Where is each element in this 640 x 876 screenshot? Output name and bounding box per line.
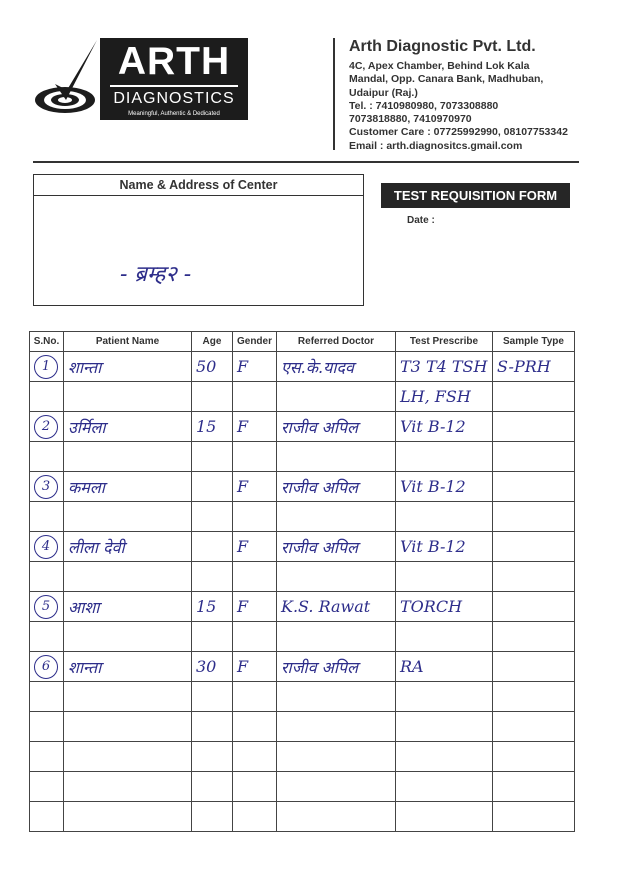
cell-sno [30, 772, 64, 802]
address-line: 4C, Apex Chamber, Behind Lok Kala [349, 60, 530, 72]
cell-age [192, 442, 233, 472]
cell-sample-type [493, 682, 575, 712]
table-row [30, 472, 575, 502]
col-header-test-prescribe: Test Prescribe [396, 332, 493, 352]
cell-sample-type [493, 382, 575, 412]
cell-referred-doctor: राजीव अपिल [277, 472, 396, 502]
table-row [30, 382, 575, 412]
header-horizontal-divider [33, 161, 579, 163]
cell-patient-name [64, 622, 192, 652]
table-row [30, 772, 575, 802]
cell-test-prescribe [396, 562, 493, 592]
col-header-sample-type: Sample Type [493, 332, 575, 352]
cell-age [192, 622, 233, 652]
center-handwritten-name: - ब्रम्ह२ - [120, 262, 192, 287]
cell-patient-name [64, 382, 192, 412]
cell-patient-name [64, 772, 192, 802]
table-row [30, 592, 575, 622]
cell-test-prescribe: LH, FSH [396, 382, 493, 412]
patient-table [29, 331, 575, 832]
cell-sample-type [493, 742, 575, 772]
cell-test-prescribe: TORCH [396, 592, 493, 622]
cell-age: 50 [192, 352, 233, 382]
cell-gender [233, 382, 277, 412]
col-header-referred-doctor: Referred Doctor [277, 332, 396, 352]
table-row [30, 742, 575, 772]
cell-gender: F [233, 412, 277, 442]
cell-age [192, 682, 233, 712]
cell-sno: 4 [30, 532, 64, 562]
cell-sno [30, 802, 64, 832]
cell-referred-doctor [277, 382, 396, 412]
address-line: Tel. : 7410980980, 7073308880 [349, 99, 499, 112]
cell-referred-doctor [277, 442, 396, 472]
cell-gender [233, 802, 277, 832]
cell-referred-doctor [277, 772, 396, 802]
cell-patient-name: लीला देवी [64, 532, 192, 562]
cell-test-prescribe [396, 712, 493, 742]
cell-sno [30, 682, 64, 712]
cell-sample-type [493, 532, 575, 562]
cell-sample-type [493, 502, 575, 532]
cell-age [192, 502, 233, 532]
cell-sno: 6 [30, 652, 64, 682]
cell-patient-name: उर्मिला [64, 412, 192, 442]
cell-referred-doctor [277, 622, 396, 652]
center-address-box [33, 174, 364, 306]
cell-referred-doctor: राजीव अपिल [277, 412, 396, 442]
cell-gender [233, 682, 277, 712]
cell-referred-doctor [277, 502, 396, 532]
cell-gender: F [233, 652, 277, 682]
table-row [30, 562, 575, 592]
cell-test-prescribe [396, 622, 493, 652]
cell-gender: F [233, 532, 277, 562]
cell-patient-name [64, 802, 192, 832]
cell-sample-type [493, 712, 575, 742]
cell-test-prescribe: RA [396, 652, 493, 682]
brand-logo [100, 38, 248, 120]
cell-patient-name [64, 442, 192, 472]
cell-sample-type [493, 622, 575, 652]
table-row [30, 502, 575, 532]
cell-test-prescribe: Vit B-12 [396, 472, 493, 502]
center-box-header: Name & Address of Center [34, 175, 363, 196]
cell-sno [30, 562, 64, 592]
table-row [30, 652, 575, 682]
cell-test-prescribe [396, 802, 493, 832]
address-line: Email : arth.diagnositcs.gmail.com [349, 139, 523, 152]
cell-referred-doctor [277, 742, 396, 772]
cell-sno [30, 382, 64, 412]
cell-age [192, 382, 233, 412]
col-header-sno: S.No. [30, 332, 64, 352]
cell-referred-doctor: K.S. Rawat [277, 592, 396, 622]
table-row [30, 682, 575, 712]
table-row [30, 802, 575, 832]
cell-test-prescribe [396, 742, 493, 772]
cell-test-prescribe [396, 772, 493, 802]
cell-sno [30, 622, 64, 652]
cell-age: 15 [192, 412, 233, 442]
cell-referred-doctor: राजीव अपिल [277, 652, 396, 682]
cell-gender [233, 772, 277, 802]
cell-referred-doctor [277, 562, 396, 592]
table-header-row [30, 332, 575, 352]
cell-test-prescribe: Vit B-12 [396, 532, 493, 562]
logo-word-diagnostics: DIAGNOSTICS [113, 90, 235, 107]
logo-tagline: Meaningful, Authentic & Dedicated [128, 111, 220, 117]
cell-age [192, 532, 233, 562]
cell-gender: F [233, 472, 277, 502]
logo-word-arth: ARTH [117, 40, 231, 83]
cell-referred-doctor [277, 712, 396, 742]
cell-test-prescribe [396, 502, 493, 532]
cell-age [192, 472, 233, 502]
col-header-gender: Gender [233, 332, 277, 352]
date-label: Date : [407, 215, 435, 226]
cell-sno [30, 502, 64, 532]
cell-referred-doctor [277, 682, 396, 712]
cell-sample-type [493, 442, 575, 472]
col-header-patient-name: Patient Name [64, 332, 192, 352]
header-vertical-divider [333, 38, 335, 150]
cell-patient-name: कमला [64, 472, 192, 502]
cell-test-prescribe [396, 442, 493, 472]
table-row [30, 712, 575, 742]
cell-age [192, 712, 233, 742]
cell-gender: F [233, 352, 277, 382]
cell-patient-name [64, 502, 192, 532]
address-line: 7073818880, 7410970970 [349, 113, 472, 126]
cell-gender [233, 622, 277, 652]
cell-age [192, 562, 233, 592]
cell-gender [233, 562, 277, 592]
cell-patient-name: शान्ता [64, 652, 192, 682]
cell-test-prescribe: T3 T4 TSH [396, 352, 493, 382]
cell-patient-name [64, 682, 192, 712]
address-line: Mandal, Opp. Canara Bank, Madhuban, [349, 73, 544, 86]
cell-sno [30, 712, 64, 742]
form-title: TEST REQUISITION FORM [381, 183, 570, 208]
cell-gender [233, 742, 277, 772]
cell-sample-type: S-PRH [493, 352, 575, 382]
address-line: Udaipur (Raj.) [349, 86, 418, 99]
company-name: Arth Diagnostic Pvt. Ltd. [349, 38, 536, 55]
cell-patient-name: आशा [64, 592, 192, 622]
cell-patient-name: शान्ता [64, 352, 192, 382]
cell-referred-doctor [277, 802, 396, 832]
cell-sample-type [493, 652, 575, 682]
cell-referred-doctor: एस.के.यादव [277, 352, 396, 382]
cell-patient-name [64, 562, 192, 592]
cell-age [192, 772, 233, 802]
cell-gender [233, 502, 277, 532]
cell-sno: 1 [30, 352, 64, 382]
cell-sample-type [493, 562, 575, 592]
address-line: Customer Care : 07725992990, 08107753342 [349, 126, 568, 139]
cell-age: 15 [192, 592, 233, 622]
cell-gender [233, 442, 277, 472]
table-row [30, 622, 575, 652]
cell-sno: 3 [30, 472, 64, 502]
table-row [30, 352, 575, 382]
cell-age [192, 802, 233, 832]
logo-divider [110, 85, 238, 87]
cell-age: 30 [192, 652, 233, 682]
col-header-age: Age [192, 332, 233, 352]
cell-gender: F [233, 592, 277, 622]
cell-age [192, 742, 233, 772]
cell-patient-name [64, 712, 192, 742]
cell-sample-type [493, 772, 575, 802]
cell-patient-name [64, 742, 192, 772]
cell-sample-type [493, 802, 575, 832]
table-row [30, 532, 575, 562]
table-row [30, 412, 575, 442]
cell-sno: 5 [30, 592, 64, 622]
table-row [30, 442, 575, 472]
cell-test-prescribe: Vit B-12 [396, 412, 493, 442]
company-address [349, 60, 568, 153]
cell-sample-type [493, 412, 575, 442]
cell-test-prescribe [396, 682, 493, 712]
cell-gender [233, 712, 277, 742]
cell-referred-doctor: राजीव अपिल [277, 532, 396, 562]
cell-sno: 2 [30, 412, 64, 442]
cell-sample-type [493, 472, 575, 502]
cell-sno [30, 442, 64, 472]
target-check-logo-icon [33, 36, 103, 118]
cell-sno [30, 742, 64, 772]
cell-sample-type [493, 592, 575, 622]
